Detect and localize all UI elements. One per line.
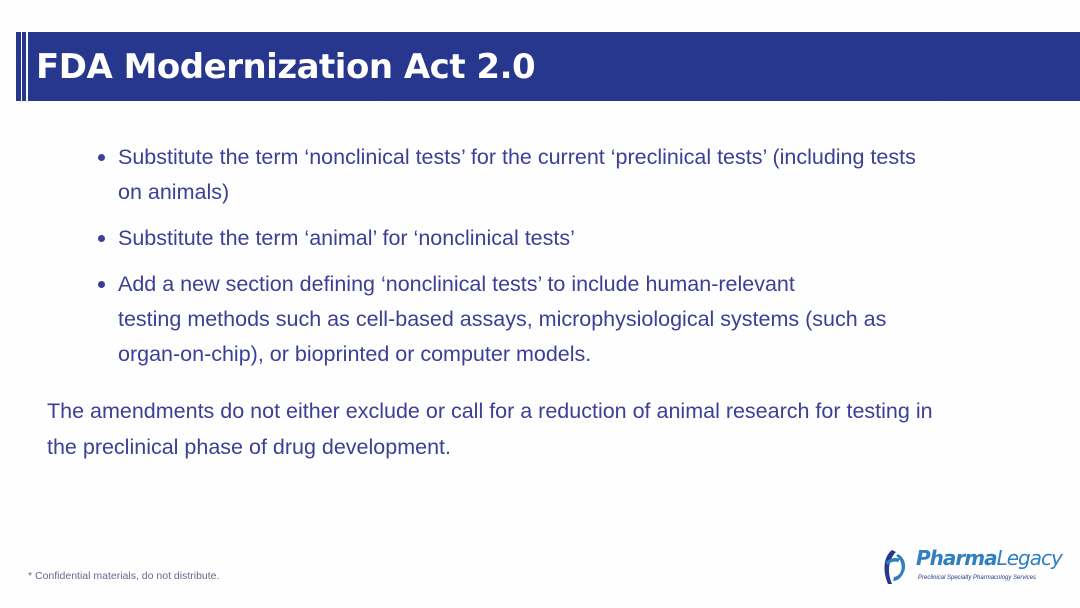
bullet-dot (98, 154, 105, 161)
bullet-text-line: Substitute the term ‘animal’ for ‘nonclinical tests’ (118, 226, 575, 250)
bullet-list (96, 140, 1016, 383)
bullet-dot (98, 281, 105, 288)
logo-wordmark-legacy: Legacy (996, 546, 1062, 570)
logo-mark-icon (878, 548, 914, 586)
summary-line: The amendments do not either exclude or call for a reduction of animal research for testing in (47, 399, 933, 423)
bullet-text-line: organ-on-chip), or bioprinted or computer models. (118, 342, 592, 366)
bullet-text-line: testing methods such as cell-based assays, microphysiological systems (such as (118, 307, 887, 331)
summary-paragraph (47, 393, 1047, 465)
slide-title: FDA Modernization Act 2.0 (36, 46, 536, 87)
bullet-text-line: Substitute the term ‘nonclinical tests’ for the current ‘preclinical tests’ (including tests (118, 145, 916, 169)
bullet-item (96, 140, 1016, 210)
title-accent-bar-inner (22, 32, 26, 101)
logo-wordmark (916, 546, 1062, 570)
title-accent-bar (16, 32, 21, 101)
confidential-footnote: * Confidential materials, do not distribute. (28, 570, 220, 582)
logo-wordmark-pharma: Pharma (916, 546, 997, 570)
summary-line: the preclinical phase of drug development. (47, 435, 451, 459)
title-band (28, 32, 1080, 101)
bullet-item (96, 221, 1016, 256)
bullet-dot (98, 235, 105, 242)
bullet-text-line: Add a new section defining ‘nonclinical tests’ to include human-relevant (118, 272, 795, 296)
pharmalegacy-logo (878, 546, 1062, 588)
bullet-item (96, 267, 1016, 372)
bullet-text-line: on animals) (118, 180, 230, 204)
logo-tagline: Preclinical Specialty Pharmacology Services (918, 575, 1037, 581)
